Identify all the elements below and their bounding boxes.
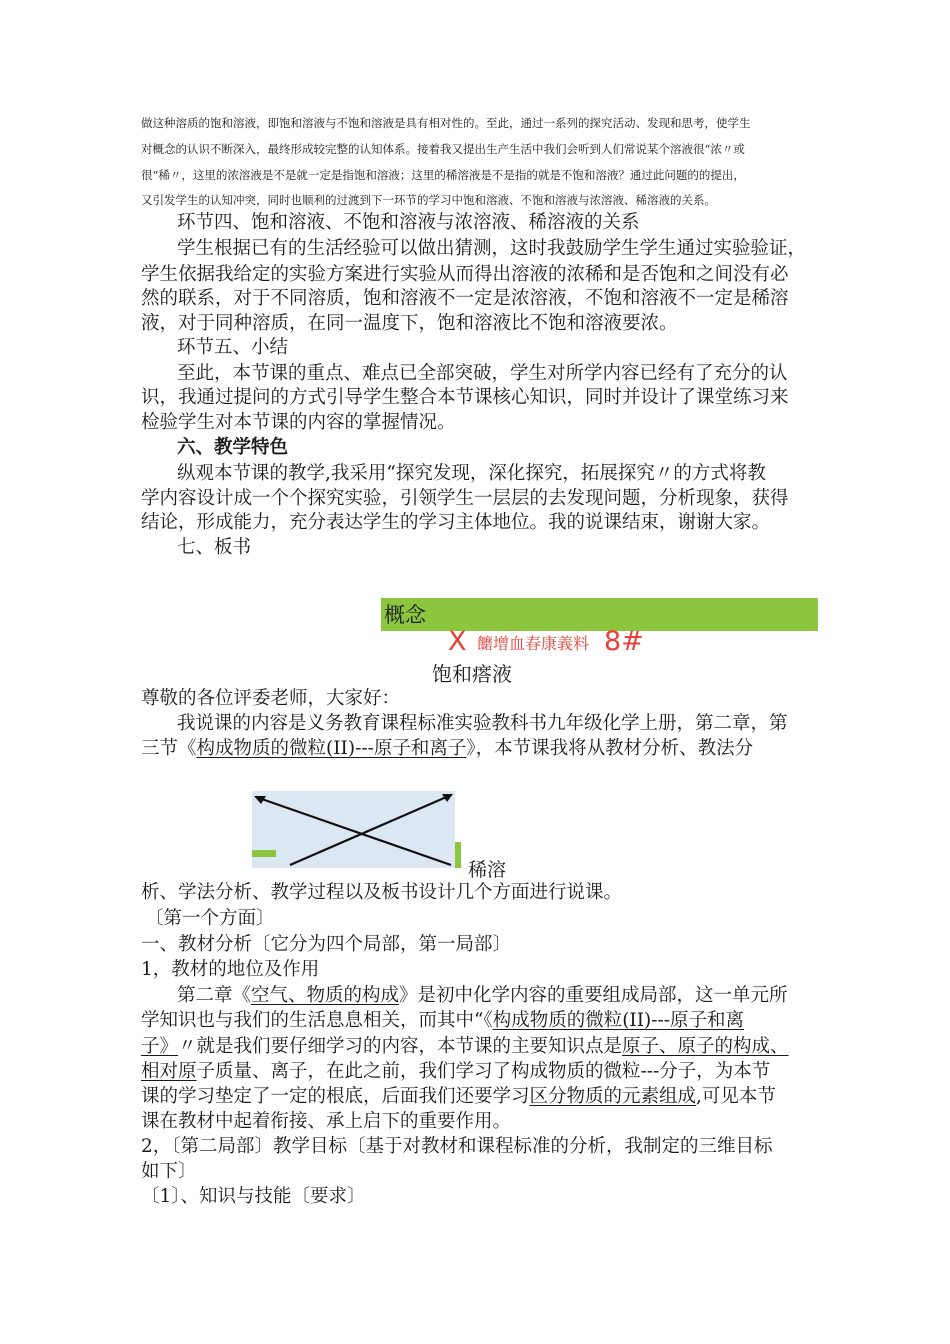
keypoint-link: 相对原 xyxy=(141,1061,197,1082)
paragraph-line xyxy=(141,1008,744,1034)
paragraph-line: 学内容设计成一个个探究实验，引领学生一层层的去发现问题，分析现象，获得 xyxy=(141,488,789,509)
keypoint-link: 区分物质的元素组成 xyxy=(529,1086,697,1107)
paragraph-line: 结论，形成能力，充分表达学生的学习主体地位。我的说课结束，谢谢大家。 xyxy=(141,512,771,533)
paragraph-line: 液，对于同种溶质，在同一温度下，饱和溶液比不饱和溶液要浓。 xyxy=(141,313,678,334)
paragraph-line: 至此，本节课的重点、难点已全部突破，学生对所学内容已经有了充分的认 xyxy=(177,363,788,384)
text-segment: 》，本节课我将从教材分析、教法分 xyxy=(466,738,754,759)
text-segment: ,可见本节 xyxy=(696,1086,776,1107)
paragraph-line xyxy=(141,1084,776,1110)
board-red-text: 饝增血春康義料 xyxy=(477,634,590,653)
board-banner-label: 概念 xyxy=(384,603,426,627)
section-heading: 环节五、小结 xyxy=(177,337,289,358)
paragraph-line: 析、学法分析、教学过程以及板书设计几个方面进行说课。 xyxy=(141,882,623,903)
section-heading: 六、教学特色 xyxy=(177,437,289,458)
subsection-heading: 2，〔第二局部〕教学目标〔基于对教材和课程标准的分析，我制定的三维目标 xyxy=(141,1136,773,1157)
text-segment: 第二章《 xyxy=(177,985,252,1006)
board-red-x: X xyxy=(448,626,467,657)
small-text-line: 对概念的认识不断深入，最终形成较完整的认知体系。接着我又提出生产生活中我们会听到人们常说某个溶液很“浓〃或 xyxy=(141,142,745,156)
board-banner xyxy=(381,598,818,631)
text-segment: 〃就是我们要仔细学习的内容，本节课的主要知识点是 xyxy=(178,1036,623,1057)
lesson-title-link: 构成物质的微粒(II)---原子和离 xyxy=(492,1010,745,1031)
lesson-title-link: 子》 xyxy=(141,1036,179,1057)
green-marker xyxy=(252,850,276,857)
paragraph-line: 然的联系，对于不同溶质，饱和溶液不一定是浓溶液，不饱和溶液不一定是稀溶 xyxy=(141,288,789,309)
cross-arrows-icon xyxy=(252,791,455,868)
paragraph-line: 我说课的内容是义务教育课程标准实验教科书九年级化学上册，第二章，第 xyxy=(177,713,788,734)
board-red-number: 8# xyxy=(604,626,644,657)
lesson-title-link: 构成物质的微粒(II)---原子和离子 xyxy=(196,738,467,759)
small-text-line: 又引发学生的认知冲突，同时也顺利的过渡到下一环节的学习中饱和溶液、不饱和溶液与浓溶液、稀溶液的关系。 xyxy=(141,193,716,207)
paragraph-line xyxy=(177,983,788,1009)
paragraph-line: 课在教材中起着衔接、承上启下的重要作用。 xyxy=(141,1111,512,1132)
subsection-heading: 如下〕 xyxy=(141,1161,197,1182)
green-marker xyxy=(455,842,461,868)
small-text-line: 做这种溶质的饱和溶液，即饱和溶液与不饱和溶液是具有相对性的。至此，通过一系列的探究活动、发现和思考，使学生 xyxy=(141,116,751,130)
text-segment: 课的学习垫定了一定的根底，后面我们还要学习 xyxy=(141,1086,530,1107)
greeting: 尊敬的各位评委老师，大家好： xyxy=(141,688,401,709)
board-label-xi: 稀溶 xyxy=(468,859,507,881)
paragraph-line: 检验学生对本节课的内容的掌握情况。 xyxy=(141,412,456,433)
paragraph-line: 纵观本节课的教学,我采用“探究发现，深化探究，拓展探究〃的方式将教 xyxy=(177,463,766,484)
keypoint-link: 原子、原子的构成、 xyxy=(622,1036,789,1057)
paragraph-line: 识，我通过提问的方式引导学生整合本节课核心知识，同时并设计了课堂练习来 xyxy=(141,387,789,408)
text-segment: 子质量、离子，在此之前，我们学习了构成物质的微粒---分子，为本节 xyxy=(196,1061,771,1082)
section-heading: 七、板书 xyxy=(177,537,252,558)
small-text-line: 很“稀〃，这里的浓溶液是不是就一定是指饱和溶液；这里的稀溶液是不是指的就是不饱和溶液？通过此问题的的提出， xyxy=(141,168,745,182)
text-segment: 》是初中化学内容的重要组成局部，这一单元所 xyxy=(399,985,788,1006)
text-segment: 三节《 xyxy=(141,738,197,759)
paragraph-line xyxy=(141,736,753,762)
chapter-link: 空气、物质的构成 xyxy=(251,985,400,1006)
board-subtitle: 饱和瘩液 xyxy=(432,662,512,686)
aspect-label: 〔第一个方面〕 xyxy=(145,908,275,929)
paragraph-line: 学生依据我给定的实验方案进行实验从而得出溶液的浓稀和是否饱和之间没有必 xyxy=(141,264,789,285)
cross-diagram xyxy=(252,791,455,868)
paragraph-line xyxy=(141,1034,789,1060)
section-heading: 环节四、饱和溶液、不饱和溶液与浓溶液、稀溶液的关系 xyxy=(177,212,640,233)
paragraph-line: 学生根据已有的生活经验可以做出猜测，这时我鼓励学生学生通过实验验证， xyxy=(177,238,807,259)
subsection-heading: 〔1〕、知识与技能〔要求〕 xyxy=(141,1186,366,1207)
section-heading: 一、教材分析〔它分为四个局部，第一局部〕 xyxy=(141,934,512,955)
paragraph-line xyxy=(141,1059,770,1085)
text-segment: 学知识也与我们的生活息息相关，而其中“《 xyxy=(141,1010,493,1031)
subsection-heading: 1，教材的地位及作用 xyxy=(141,959,320,980)
